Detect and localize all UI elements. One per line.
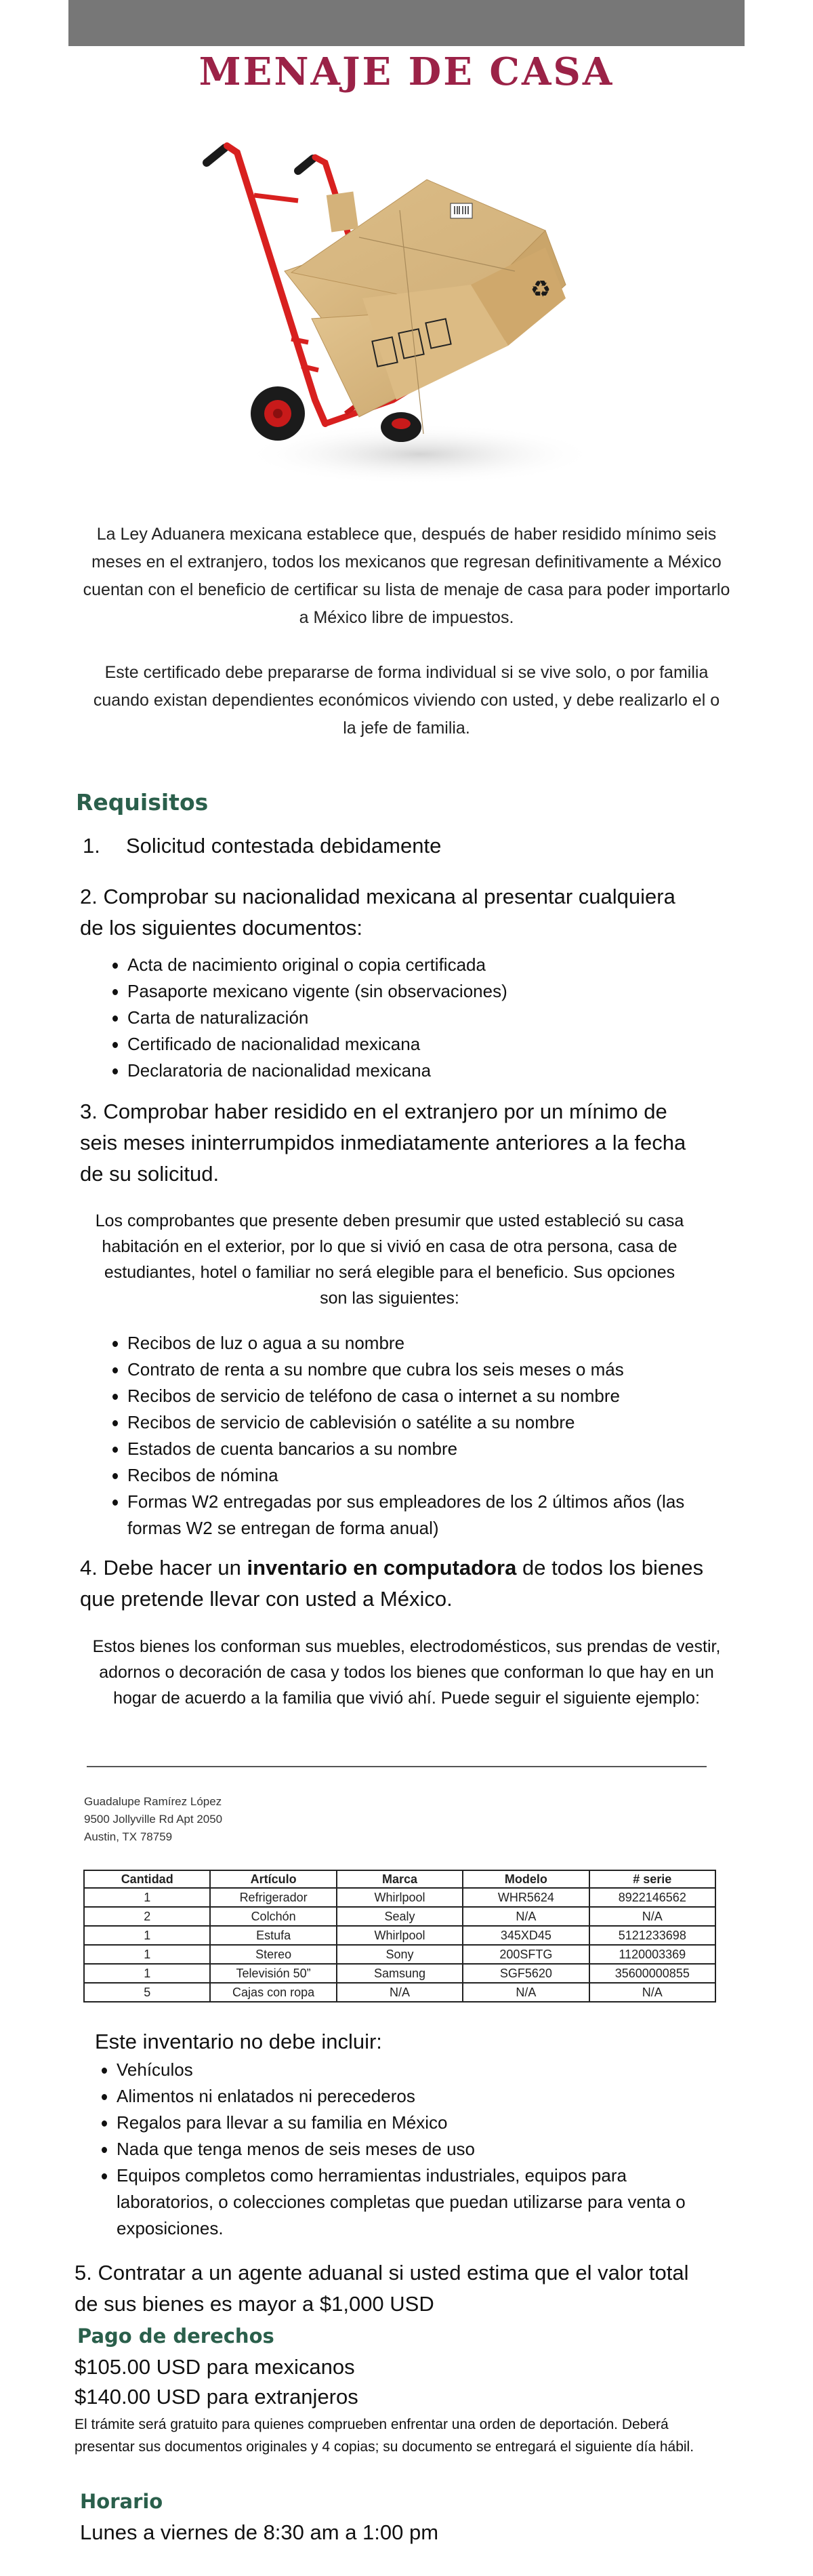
column-header: Artículo xyxy=(210,1870,336,1888)
table-cell: Refrigerador xyxy=(210,1888,336,1907)
table-cell: Televisión 50” xyxy=(210,1964,336,1983)
column-header: Cantidad xyxy=(84,1870,210,1888)
table-cell: N/A xyxy=(589,1983,715,2002)
table-cell: WHR5624 xyxy=(463,1888,589,1907)
step-number: 1. xyxy=(83,834,100,858)
table-cell: 5 xyxy=(84,1983,210,2002)
list-item: Acta de nacimiento original o copia certificada xyxy=(108,952,507,978)
address-line: Austin, TX 78759 xyxy=(84,1830,173,1843)
house-shaped-box xyxy=(285,180,566,434)
requirement-step-2: 2. Comprobar su nacionalidad mexicana al presentar cualquiera de los siguientes documentos: xyxy=(80,885,675,940)
residence-proof-note: Los comprobantes que presente deben presumir que usted estableció su casa habitación en el exterior, por lo que si vivió en casa de otra persona, casa de estudiantes, hotel o familiar no será elegible para el beneficio. Sus opciones son las siguientes: xyxy=(95,1211,684,1308)
hand-truck-house-box-illustration xyxy=(190,115,623,508)
table-cell: Sony xyxy=(337,1945,463,1964)
list-item: Recibos de luz o agua a su nombre xyxy=(108,1330,732,1356)
table-cell: 1 xyxy=(84,1926,210,1945)
example-divider xyxy=(87,1766,707,1767)
table-cell: 1 xyxy=(84,1888,210,1907)
table-cell: Stereo xyxy=(210,1945,336,1964)
table-cell: N/A xyxy=(589,1907,715,1926)
fee-mexicanos: $105.00 USD para mexicanos xyxy=(75,2355,355,2379)
top-banner-bar xyxy=(68,0,745,46)
exclusions-heading: Este inventario no debe incluir: xyxy=(95,2030,382,2053)
list-item: Declaratoria de nacionalidad mexicana xyxy=(108,1058,507,1084)
residence-proof-list xyxy=(108,1330,732,1542)
address-line: Guadalupe Ramírez López xyxy=(84,1795,222,1808)
horario-heading: Horario xyxy=(80,2490,163,2513)
table-cell: 200SFTG xyxy=(463,1945,589,1964)
table-row xyxy=(84,1983,715,2002)
table-cell: Whirlpool xyxy=(337,1926,463,1945)
chimney xyxy=(327,191,358,232)
list-item: Estados de cuenta bancarios a su nombre xyxy=(108,1436,732,1462)
nationality-documents-list xyxy=(108,952,507,1084)
requirement-step-5: 5. Contratar a un agente aduanal si usted estima que el valor total de sus bienes es mayor a $1,000 USD xyxy=(75,2261,689,2316)
recycle-symbol-icon: ♻ xyxy=(530,276,551,303)
hero-image xyxy=(190,115,623,508)
inventory-example-table xyxy=(83,1870,716,2003)
list-item: Certificado de nacionalidad mexicana xyxy=(108,1031,507,1058)
step-4-suffix: de todos los bienes que pretende llevar con usted a México. xyxy=(80,1556,704,1611)
step-4-emphasis: inventario en computadora xyxy=(247,1556,517,1579)
intro-paragraph-2: Este certificado debe prepararse de forma individual si se vive solo, o por familia cuando existan dependientes económicos viviendo con usted, y debe realizarlo el o la jefe de familia. xyxy=(93,663,720,738)
step-text: Solicitud contestada debidamente xyxy=(126,834,442,858)
requirement-step-3: 3. Comprobar haber residido en el extranjero por un mínimo de seis meses ininterrumpidos inmediatamente anteriores a la fecha de su solicitud. xyxy=(80,1100,686,1186)
left-handle-grip xyxy=(207,148,225,163)
table-row xyxy=(84,1945,715,1964)
list-item: Vehículos xyxy=(98,2057,728,2083)
table-row xyxy=(84,1907,715,1926)
pago-note: El trámite será gratuito para quienes comprueben enfrentar una orden de deportación. Deberá presentar sus documentos originales y 4 copias; su documento se entregará el siguiente día hábil. xyxy=(75,2417,694,2455)
rear-wheel xyxy=(381,412,421,442)
list-item: Recibos de servicio de teléfono de casa o internet a su nombre xyxy=(108,1383,732,1409)
table-body xyxy=(84,1888,715,2002)
fee-extranjeros: $140.00 USD para extranjeros xyxy=(75,2385,358,2409)
example-address xyxy=(84,1793,222,1846)
table-cell: SGF5620 xyxy=(463,1964,589,1983)
inventory-note: Estos bienes los conforman sus muebles, electrodomésticos, sus prendas de vestir, adornos o decoración de casa y todos los bienes que conforman lo que hay en un hogar de acuerdo a la familia que vivió ahí. Puede seguir el siguiente ejemplo: xyxy=(92,1637,721,1708)
table-cell: N/A xyxy=(337,1983,463,2002)
table-cell: 1 xyxy=(84,1964,210,1983)
requisitos-heading: Requisitos xyxy=(76,789,209,816)
list-item: Recibos de nómina xyxy=(108,1462,732,1489)
front-wheel xyxy=(251,386,305,441)
requirement-step-4 xyxy=(80,1552,730,1615)
table-cell: 5121233698 xyxy=(589,1926,715,1945)
table-cell: Sealy xyxy=(337,1907,463,1926)
table-header-row xyxy=(84,1870,715,1888)
table-cell: Cajas con ropa xyxy=(210,1983,336,2002)
table-row xyxy=(84,1888,715,1907)
table-cell: N/A xyxy=(463,1907,589,1926)
list-item: Nada que tenga menos de seis meses de uso xyxy=(98,2136,728,2162)
right-handle-grip xyxy=(298,159,313,171)
list-item: Alimentos ni enlatados ni perecederos xyxy=(98,2083,728,2110)
table-row xyxy=(84,1926,715,1945)
table-row xyxy=(84,1964,715,1983)
table-cell: N/A xyxy=(463,1983,589,2002)
requirement-step-1 xyxy=(80,830,730,862)
step-4-prefix: 4. Debe hacer un xyxy=(80,1556,247,1579)
barcode-label xyxy=(451,203,472,218)
column-header: # serie xyxy=(589,1870,715,1888)
exclusions-list xyxy=(98,2057,728,2242)
list-item: Equipos completos como herramientas industriales, equipos para laboratorios, o colecciones completas que puedan utilizarse para venta o exposiciones. xyxy=(98,2162,694,2242)
table-cell: 2 xyxy=(84,1907,210,1926)
page-title: MENAJE DE CASA xyxy=(199,49,614,94)
table-cell: 1120003369 xyxy=(589,1945,715,1964)
table-cell: Samsung xyxy=(337,1964,463,1983)
table-cell: 8922146562 xyxy=(589,1888,715,1907)
list-item: Carta de naturalización xyxy=(108,1005,507,1031)
intro-section xyxy=(81,521,732,742)
table-cell: Colchón xyxy=(210,1907,336,1926)
list-item: Regalos para llevar a su familia en México xyxy=(98,2110,728,2136)
table-cell: Whirlpool xyxy=(337,1888,463,1907)
pago-heading: Pago de derechos xyxy=(77,2325,274,2348)
table-cell: Estufa xyxy=(210,1926,336,1945)
column-header: Marca xyxy=(337,1870,463,1888)
table-cell: 345XD45 xyxy=(463,1926,589,1945)
column-header: Modelo xyxy=(463,1870,589,1888)
list-item: Contrato de renta a su nombre que cubra los seis meses o más xyxy=(108,1356,732,1383)
address-line: 9500 Jollyville Rd Apt 2050 xyxy=(84,1813,223,1826)
table-cell: 1 xyxy=(84,1945,210,1964)
table-cell: 35600000855 xyxy=(589,1964,715,1983)
office-hours: Lunes a viernes de 8:30 am a 1:00 pm xyxy=(80,2520,439,2544)
list-item: Recibos de servicio de cablevisión o satélite a su nombre xyxy=(108,1409,732,1436)
list-item: Pasaporte mexicano vigente (sin observaciones) xyxy=(108,978,507,1005)
intro-paragraph-1: La Ley Aduanera mexicana establece que, después de haber residido mínimo seis meses en el extranjero, todos los mexicanos que regresan definitivamente a México cuentan con el beneficio de certificar su lista de menaje de casa para poder importarlo a México libre de impuestos. xyxy=(83,525,730,627)
list-item: Formas W2 entregadas por sus empleadores de los 2 últimos años (las formas W2 se entregan de forma anual) xyxy=(108,1489,705,1542)
